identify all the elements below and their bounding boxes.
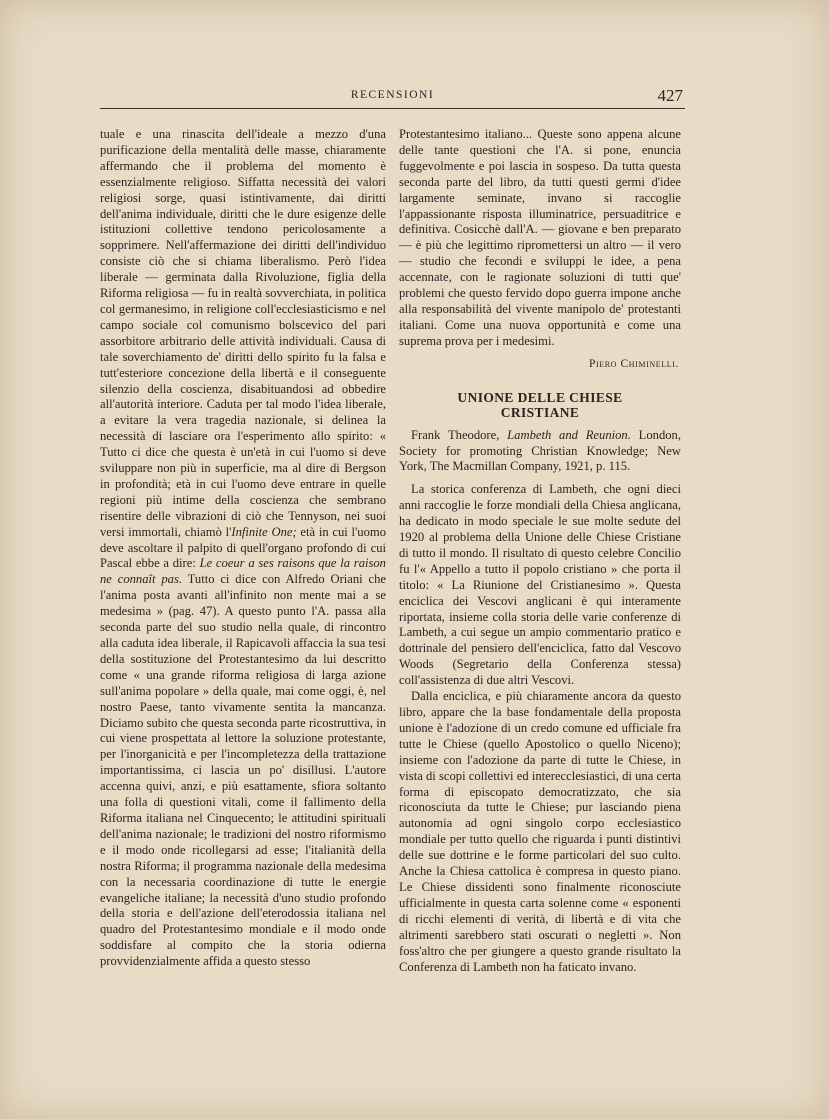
right-paragraph-continuation: Protestantesimo italiano... Queste sono appena alcune delle tante questioni che l'A. si pone, enuncia fuggevolmente e poi lascia in sospeso. Da tutta questa seconda parte del libro, da tutti questi germi d'idee largamente seminate, invano si raccoglie l'appassionante risposta illuminatrice, persuaditrice e definitiva. Cosicchè dall'A. — giovane e ben preparato — è più che legittimo ripromettersi un altro — il vero — studio che fecondi e sviluppi le idee, a pena accennate, con le ragionate soluzioni di tutti que' problemi che questo fervido dopo guerra impone anche alla responsabilità del vivente manipolo de' protestanti italiani. Come una nuova opportunità e come una suprema prova per i medesimi. <box>399 127 681 348</box>
right-column <box>399 127 681 975</box>
bib-title: Lambeth and Reunion. <box>507 427 631 442</box>
left-italic-title: Infinite One; <box>231 524 297 539</box>
running-title: RECENSIONI <box>350 89 435 101</box>
review-signature: Piero Chiminelli. <box>588 357 679 370</box>
bib-author: Frank Theodore, <box>411 427 508 442</box>
left-column <box>100 127 386 970</box>
bibliographic-entry <box>399 428 681 476</box>
review-paragraph-2: Dalla enciclica, e più chiaramente ancora da questo libro, appare che la base fondamentale della proposta unione è l'adozione di un credo comune ed ufficiale fra tutte le Chiese (quello Apostolico o quello Niceno); insieme con l'adozione da parte di tutte le Chiese, in vista di scopi collettivi ed interecclesiastici, di una certa forma di episcopato democratizzato, che sia riconosciuta da tutte le Chiese; pur lasciando piena autonomia ad ogni singolo corpo ecclesiastico mondiale per tutto quello che riguarda i punti distintivi delle sue dottrine e le forme particolari del suo culto. Anche la Chiesa cattolica è compresa in questo piano. Le Chiese dissidenti sono finalmente riconosciute ufficialmente in questa carta solenne come « esponenti di ricchi elementi di verità, di libertà e di vita che altrimenti sarebbero stati oscurati o negletti ». Non foss'altro che per giungere a questo grande risultato la Conferenza di Lambeth non ha faticato invano. <box>399 689 681 974</box>
running-head <box>100 86 685 108</box>
bib-publisher: London, Society for promoting Christian Knowledge; New York, The Macmillan Company, 1921, p. 115. <box>399 427 682 474</box>
left-text-a: tuale e una rinascita dell'ideale a mezzo d'una purificazione della mentalità delle masse, chiaramente affermando che il problema del momento è essenzialmente religioso. Siffatta necessità dei valori religiosi sorge, quasi istintivamente, dai diritti dell'anima individuale, diritti che le dure esigenze delle istituzioni collettive tendono pericolosamente a sopprimere. Nell'affermazione dei diritti dell'individuo consiste ciò che si chiama liberalismo. Però l'idea liberale — germinata dalla Rivoluzione, figlia della Riforma religiosa — fu in realtà sovverchiata, in politica col germanesimo, in religione coll'ecclesiasticismo e nel campo sociale col comunismo bolscevico del pari assorbitore arbitrario delle attività individuali. Causa di tale soverchiamento de' diritti dello spirito fu la falsa e tutt'esteriore concezione della libertà e il conseguente silenzio della coscienza, disabituandosi ad obbedire all'autorità interiore. Caduta per tal modo l'idea liberale, a evitare la vera tragedia nazionale, si delinea la necessità di lasciare ora l'esperimento allo spirito: « Tutto ci dice che questa è un'età in cui l'uomo si deve sviluppare non più in superficie, ma al dire di Bergson in profondità; età in cui l'uomo deve entrare in quelle regioni più intime della coscienza che sembrano risentire delle vibrazioni di ciò che Tennyson, nei suoi versi immortali, chiamò l' <box>100 127 386 539</box>
header-rule <box>100 108 685 109</box>
review-paragraph-1: La storica conferenza di Lambeth, che ogni dieci anni raccoglie le forze mondiali della Chiesa anglicana, ha dedicato in modo speciale le sue molte sedute del 1920 al problema della Unione delle Chiese Cristiane di tutto il mondo. Il risultato di questo celebre Concilio fu l'« Appello a tutto il popolo cristiano » che porta il titolo: « La Riunione del Cristianesimo ». Questa enciclica dei Vescovi anglicani è qui interamente riportata, insieme colla storia delle varie conferenze di Lambeth, a cui segue un ampio commentario pratico e dottrinale del pensiero dell'enciclica, fatto dal Vescovo Woods (Segretario della Conferenza stessa) coll'assistenza di due altri Vescovi. <box>399 482 681 688</box>
left-text-c: Tutto ci dice con Alfredo Oriani che l'anima posta avanti all'infinito non mente mai a se medesima » (pag. 47). A questo punto l'A. passa alla seconda parte del suo studio nella quale, di rincontro alla caduta idea liberale, il Rapicavoli affaccia la sua tesi della sostituzione del Protestantesimo da lui descritto come « una grande riforma religiosa di larga azione sull'anima popolare » della quale, mai come oggi, è, nel nostro Paese, tanto vivamente sentita la mancanza. Diciamo subito che questa seconda parte ricostruttiva, in cui viene prospettata al lettore la soluzione protestante, per l'inorganicità e per l'incompletezza della trattazione importantissima, ci lascia un po' disillusi. L'autore accenna quivi, anzi, e più esattamente, sfiora soltanto una folla di questioni vitali, come il fallimento della Riforma italiana nel Cinquecento; le attitudini spirituali dell'anima nazionale; le tradizioni del nostro riformismo e il modo onde ricollegarsi ad esse; l'italianità della nostra Riforma; il programma nazionale della medesima con la necessaria coordinazione di tutte le energie evangeliche italiane; la necessità d'uno studio profondo della storia e dell'azione dell'eterodossia italiana nel quadro del Protestantesimo mondiale e il modo onde soddisfare al compito che la storia odierna provvidenzialmente affida a questo stesso <box>100 572 386 969</box>
left-paragraph <box>100 127 386 970</box>
left-italic-quote: Le coeur a ses raisons que la raison ne connaît pas. <box>100 556 386 587</box>
page-number: 427 <box>657 86 683 105</box>
section-title: UNIONE DELLE CHIESE CRISTIANE <box>457 389 623 420</box>
left-text-b: età in cui l'uomo deve ascoltare il palpito di quell'organo profondo di cui Pascal ebbe a dire: <box>100 524 386 571</box>
